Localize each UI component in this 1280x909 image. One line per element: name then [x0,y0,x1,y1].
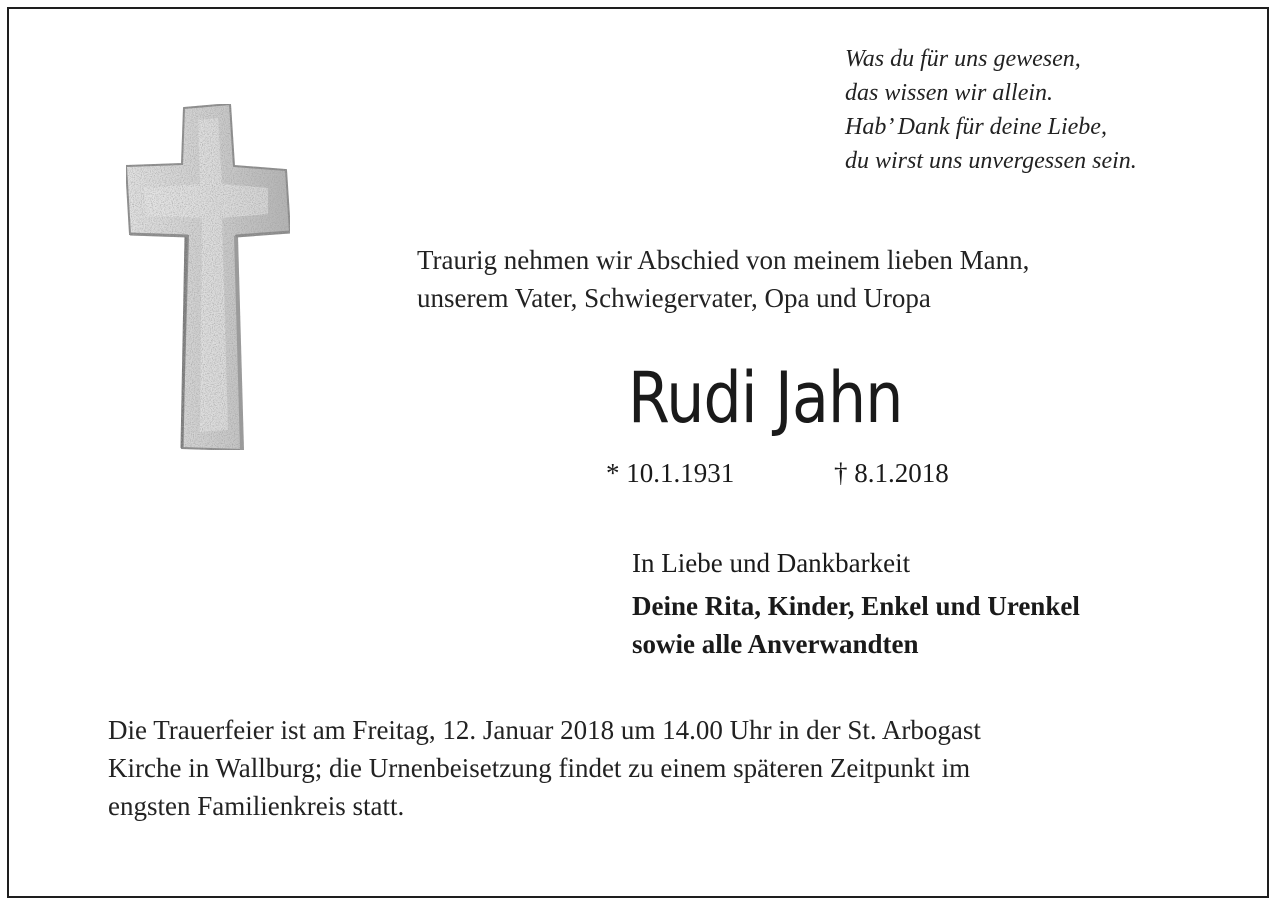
farewell-intro [417,241,1029,317]
poem-line: das wissen wir allein. [845,80,1054,106]
cross-icon [118,100,298,456]
mourners-line: Deine Rita, Kinder, Enkel und Urenkel [632,591,1080,621]
ceremony-details [108,711,981,825]
deceased-name: Rudi Jahn [628,357,903,439]
intro-line: Traurig nehmen wir Abschied von meinem lieben Mann, [417,245,1030,275]
gratitude-line: In Liebe und Dankbarkeit [632,548,911,578]
mourners-line: sowie alle Anverwandten [632,629,919,659]
mourners-list [632,587,1080,663]
memorial-poem [845,42,1137,178]
poem-line: Hab’ Dank für deine Liebe, [845,114,1107,140]
death-date: † 8.1.2018 [834,458,949,488]
poem-line: du wirst uns unvergessen sein. [845,148,1137,174]
ceremony-line: Kirche in Wallburg; die Urnenbeisetzung findet zu einem späteren Zeitpunkt im [108,753,971,783]
poem-line: Was du für uns gewesen, [845,46,1081,72]
ceremony-line: engsten Familienkreis statt. [108,791,405,821]
birth-date: * 10.1.1931 [606,458,735,488]
intro-line: unserem Vater, Schwiegervater, Opa und Uropa [417,283,931,313]
ceremony-line: Die Trauerfeier ist am Freitag, 12. Januar 2018 um 14.00 Uhr in der St. Arbogast [108,715,981,745]
